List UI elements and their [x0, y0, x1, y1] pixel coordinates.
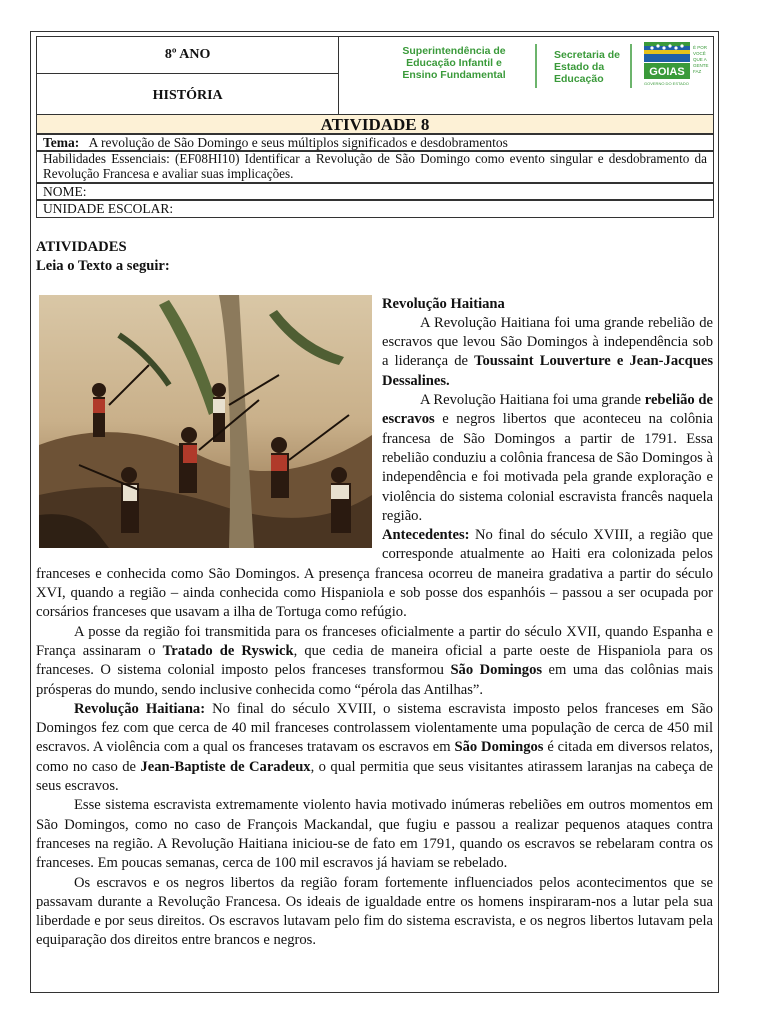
tagline-4: GENTE — [693, 63, 709, 68]
p1-leaders: Toussaint Louverture e Jean-Jacques Dessalines. — [382, 353, 713, 389]
section-title: ATIVIDADES — [36, 239, 127, 255]
logo-mid-line2: Estado da — [554, 61, 605, 73]
p5-c: é citada em diversos relatos, como no caso de — [36, 739, 714, 775]
paragraph-5 — [36, 700, 713, 796]
p5-d: Jean-Baptiste de Caradeux — [140, 758, 311, 775]
header-block — [36, 36, 714, 216]
p4-d: São Domingos — [450, 662, 543, 679]
article-content — [36, 238, 713, 951]
battle-illustration — [39, 295, 372, 548]
logo-left-line2: Educação Infantil e — [406, 57, 502, 69]
logo-graphic — [376, 36, 714, 114]
p3-label: Antecedentes: — [382, 527, 470, 544]
grade-cell: 8º ANO — [37, 37, 339, 74]
paragraph-6: Esse sistema escravista extremamente violento havia motivado inúmeras rebeliões em outros momentos em São Domingos, como no caso de François Mackandal, que fugiu e passou a realizar pequenos ataques contra franceses na região. A Revolução Haitiana iniciou-se de fato em 1791, quando os escravos se rebelaram contra os franceses. Em poucas semanas, cerca de 100 mil escravos já haviam se rebelado. — [36, 797, 713, 872]
p4-e: em uma das colônias mais prósperas do mundo, sendo inclusive conhecida como “pérola das Antilhas”. — [36, 662, 713, 698]
nome-field[interactable]: NOME: — [36, 183, 714, 200]
p3-text: No final do século XVIII, a região que corresponde atualmente ao Haiti era colonizada pelos franceses e conhecida como São Domingos. A presença francesa ocorreu de maneira gradativa a partir do século XVI, quando a região – ainda conhecida como Hispaniola e sob posse dos espanhóis – passou a ser ocupada por corsários franceses que usavam a ilha de Tortuga como refúgio. — [36, 527, 713, 621]
tagline-2: VOCÊ — [693, 51, 706, 56]
article-title: Revolução Haitiana — [382, 295, 505, 312]
p5-e: , o qual permitia que seus visitantes atirassem laranjas na cabeça de seus escravos. — [36, 758, 713, 795]
logo-mid-line3: Educação — [554, 73, 604, 85]
tagline-5: FAZ — [693, 69, 702, 74]
p2-bold: rebelião de escravos — [382, 392, 714, 428]
logo-left-line3: Ensino Fundamental — [402, 69, 506, 81]
goias-flag-icon — [644, 42, 690, 62]
logo-left-line1: Superintendência de — [402, 45, 506, 57]
goias-word: GOIAS — [649, 66, 685, 78]
paragraph-7: Os escravos e os negros libertos da região foram fortemente influenciados pelos acontecimentos que se passavam durante a Revolução Francesa. Os ideais de igualdade entre os homens inspiraram-nos a lutar pela sua liberdade e por seus direitos. Os escravos lutavam pelo fim do sistema escravista, e os negros libertos lutavam pela equiparação dos direitos entre brancos e negros. — [36, 874, 713, 949]
instruction: Leia o Texto a seguir: — [36, 258, 170, 275]
tagline-1: É POR — [693, 45, 708, 50]
p5-label: Revolução Haitiana: — [74, 700, 206, 717]
revolution-painting — [39, 295, 372, 548]
tema-text: A revolução de São Domingo e seus múltiplos significados e desdobramentos — [88, 135, 508, 150]
p4-c: , que cedia de maneira oficial a parte oeste de Hispaniola para os franceses. O sistema colonial imposto pelos franceses transformou — [36, 642, 713, 679]
tema-label: Tema: — [43, 135, 80, 150]
p1-text: A Revolução Haitiana foi uma grande rebelião de escravos que levou São Domingos à independência sob a liderança de — [382, 314, 713, 370]
logo-gov: GOVERNO DO ESTADO — [644, 81, 689, 86]
unidade-field[interactable]: UNIDADE ESCOLAR: — [36, 200, 714, 218]
subject-cell: HISTÓRIA — [37, 74, 339, 119]
p2-text-b: e negros libertos que aconteceu na colônia francesa de São Domingos a partir de 1791. Essa rebelião conduziu a colônia francesa de São Domingos à independência e foi motivada pela grande exploração e violência do sistema colonial escravista francês naquela região. — [382, 411, 713, 524]
p5-a: No final do século XVIII, o sistema escravista imposto pelos franceses em São Domingos fez com que cerca de 40 mil franceses controlassem violentamente uma população de cerca de 450 mil escravos. A violência com a qual os franceses tratavam os escravos em — [36, 700, 713, 756]
logo-mid-line1: Secretaria de — [554, 49, 620, 61]
p4-b: Tratado de Ryswick — [162, 642, 294, 659]
habilidades-row: Habilidades Essenciais: (EF08HI10) Identificar a Revolução de São Domingo como evento singular e desdobramento da Revolução Francesa e avaliar suas implicações. — [36, 151, 714, 183]
activity-title: ATIVIDADE 8 — [36, 114, 714, 134]
p5-b: São Domingos — [454, 739, 544, 756]
tema-row — [36, 134, 714, 151]
p4-a: A posse da região foi transmitida para os franceses oficialmente a partir do século XVII, quando Espanha e França assinaram o — [36, 623, 713, 659]
p2-text-a: A Revolução Haitiana foi uma grande — [420, 392, 645, 409]
paragraph-4 — [36, 623, 713, 700]
tagline-3: QUE A — [693, 57, 707, 62]
government-logos — [376, 36, 714, 114]
